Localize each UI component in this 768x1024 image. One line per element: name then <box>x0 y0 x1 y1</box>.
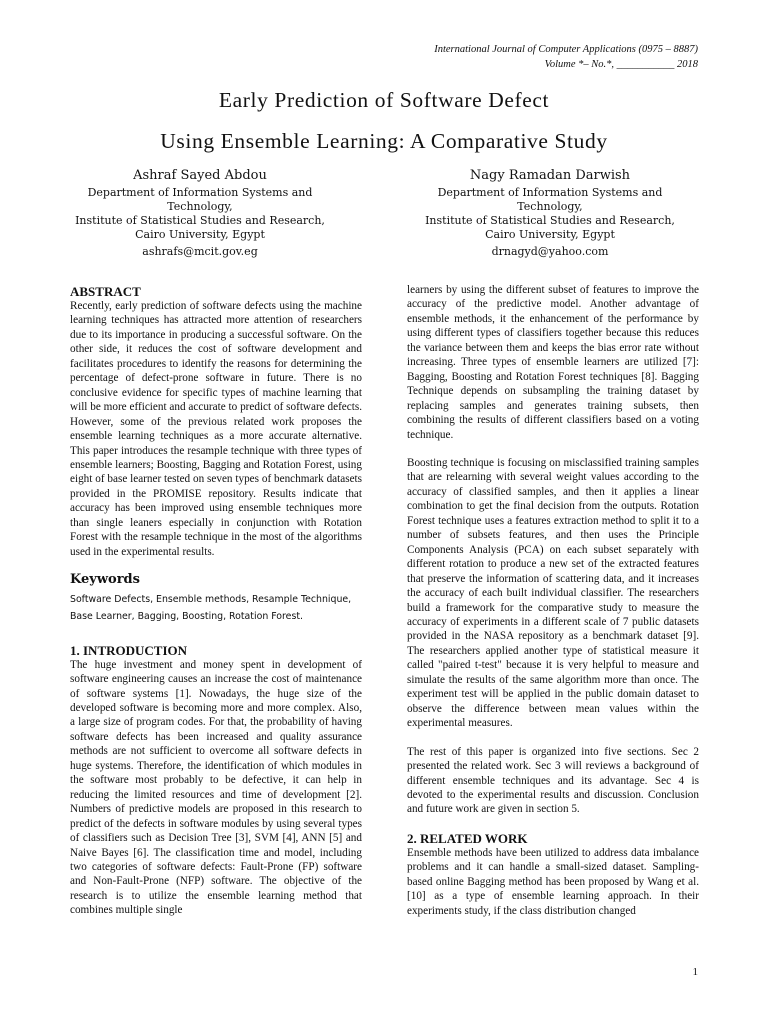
author-email[interactable]: ashrafs@mcit.gov.eg <box>142 245 258 258</box>
keywords-heading: Keywords <box>70 572 140 588</box>
author-name: Ashraf Sayed Abdou <box>133 168 267 183</box>
right-column <box>407 283 699 918</box>
introduction-text: The huge investment and money spent in development of software engineering causes an increase the cost of maintenance of software systems [1]. Nowadays, the huge size of the developed software is becoming more and more complex. Also, a large size of program codes. For that, the probability of having software defects has been increased and quality assurance methods are not sufficient to overcome all software defects in huge systems. Therefore, the identification of which modules in the software most probably to be defective, it can help in reducing the limited resources and time of development [2]. Numbers of predictive models are proposed in this research to predict of the defects in software modules by using several types of classifiers such as Decision Tree [3], SVM [4], ANN [5] and Naive Bayes [6]. The classification time and model, including two categories of software defects: Fault-Prone (FP) software and Non-Fault-Prone (NFP) software. The objective of the research is to utilize the ensemble learning method that combines multiple single <box>70 658 362 917</box>
author-department: Department of Information Systems and Technology, <box>87 186 313 213</box>
related-work-heading: 2. RELATED WORK <box>407 830 528 846</box>
author-institute: Institute of Statistical Studies and Research, <box>75 214 325 227</box>
journal-header <box>434 42 698 72</box>
author-university: Cairo University, Egypt <box>485 228 615 241</box>
introduction-heading: 1. INTRODUCTION <box>70 642 188 658</box>
journal-name: International Journal of Computer Applications (0975 – 8887) <box>434 44 698 55</box>
paper-title-line-1: Early Prediction of Software Defect <box>218 88 550 112</box>
page-number: 1 <box>692 966 698 978</box>
author-block-2 <box>405 169 695 259</box>
paper-title-line-2: Using Ensemble Learning: A Comparative Study <box>160 129 608 153</box>
body-paragraph: Boosting technique is focusing on misclassified training samples that are relearning with several weight values according to the accuracy of classified samples, and then it applies a linear combination to get the final decision from the outputs. Rotation Forest technique uses a features extraction method to split it to a number of subsets features, and then uses the Principle Components Analysis (PCA) on each subset separately with different rotation to produce a new set of the extracted features that preserve the information of scattering data, and it increases the accuracy of each built individual classifier. The researchers build a framework for the comparative study to measure the accuracy of experiments in a different scale of 7 public datasets provided in the NASA repository as a benchmark dataset [9]. The researchers applied another type of statistical measure it called "paired t-test" because it is very helpful to measure and simulate the results of the same algorithm more than once. The experiment test will be applied in the public domain dataset to observe the difference between mean values within the experimental measures. <box>407 456 699 730</box>
journal-volume: Volume *– No.*, ___________ 2018 <box>544 59 698 70</box>
author-email[interactable]: drnagyd@yahoo.com <box>491 245 609 258</box>
author-block-1 <box>70 169 330 259</box>
author-name: Nagy Ramadan Darwish <box>469 168 631 183</box>
related-work-text: Ensemble methods have been utilized to address data imbalance problems and it can handle a small-sized dataset. Sampling-based online Bagging method has been proposed by Wang et al. [10] as a type of ensemble learning approach. In their experiments study, if the class distribution changed <box>407 846 699 917</box>
left-column <box>70 284 362 918</box>
body-paragraph: The rest of this paper is organized into five sections. Sec 2 presented the related work. Sec 3 will reviews a background of different ensemble techniques and its advantage. Sec 4 is devoted to the experimental results and discussion. Conclusion and future work are given in section 5. <box>407 745 699 816</box>
abstract-heading: ABSTRACT <box>70 284 141 299</box>
body-paragraph: learners by using the different subset of features to improve the accuracy of the predictive model. Another advantage of ensemble methods, it the enhancement of the performance by using different types of classifiers together because this reduces the variance between them and keeps the bias error rate without increasing. Three types of ensemble learners are utilized [7]: Bagging, Boosting and Rotation Forest techniques [8]. Bagging Technique depends on subsampling the training dataset by replacing samples and generates training subsets, then combining the results of different classifiers based on a voting technique. <box>407 284 699 441</box>
author-department: Department of Information Systems and Technology, <box>437 186 663 213</box>
author-institute: Institute of Statistical Studies and Research, <box>425 214 675 227</box>
author-university: Cairo University, Egypt <box>135 228 265 241</box>
abstract-text: Recently, early prediction of software defects using the machine learning techniques has attracted more attention of researchers due to its importance in producing a successful software. On the other side, it reduces the cost of software development and facilitates procedures to identify the reasons for determining the percentage of defect-prone software in future. There is no conclusive evidence for specific types of machine learning that will be more efficient and accurate to predict of software defects. However, some of the previous related work proposes the ensemble learning techniques as a more accurate alternative. This paper introduces the resample technique with three types of ensemble learners; Boosting, Bagging and Rotation Forest, using eight of base learner tested on seven types of benchmark datasets provided in the PROMISE repository. Results indicate that accuracy has been improved using ensemble techniques more than single leaners especially in conjunction with Rotation Forest with the resample technique in the most of the algorithms used in the experimental results. <box>70 300 362 558</box>
keywords-text: Software Defects, Ensemble methods, Resample Technique, Base Learner, Bagging, Boosting, Rotation Forest. <box>70 593 352 622</box>
